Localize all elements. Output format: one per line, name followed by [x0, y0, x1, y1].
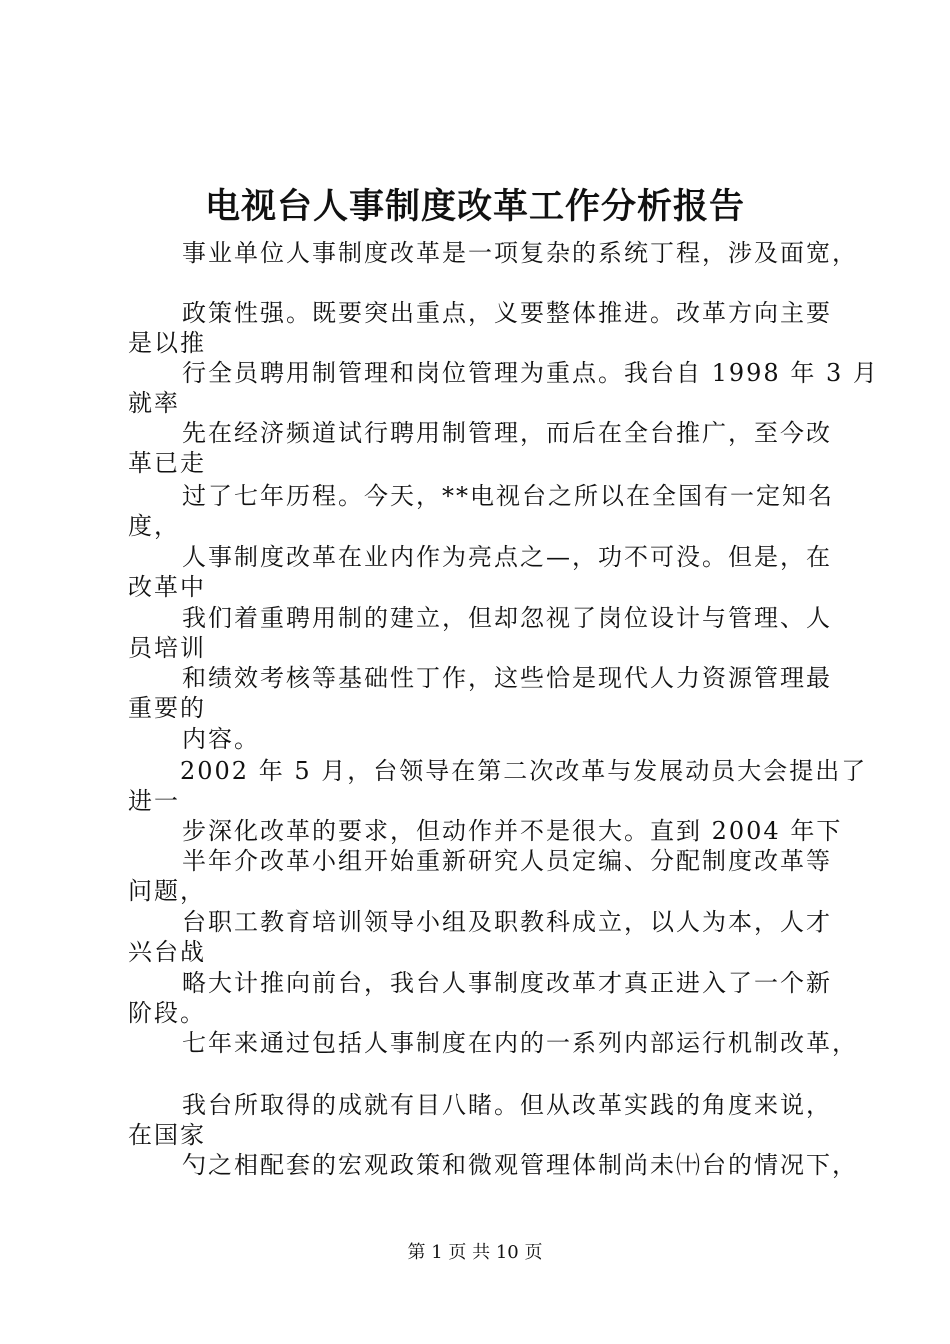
paragraph-line: 台职工教育培训领导小组及职教科成立，以人为本，人才 [182, 908, 832, 936]
paragraph-line: 2002 年 5 月，台领导在第二次改革与发展动员大会提出了 [180, 757, 868, 785]
paragraph-line: 先在经济频道试行聘用制管理，而后在全台推广，至今改 [182, 419, 832, 447]
document-title: 电视台人事制度改革工作分析报告 [204, 187, 745, 227]
paragraph-line: 改革中 [128, 573, 206, 601]
paragraph-line: 就率 [128, 389, 180, 417]
paragraph-line: 我们着重聘用制的建立，但却忽视了岗位设计与管理、人 [182, 604, 832, 632]
paragraph-line: 七年来通过包括人事制度在内的一系列内部运行机制改革， [182, 1029, 858, 1057]
paragraph-line: 重要的 [128, 694, 206, 722]
paragraph-line: 政策性强。既要突出重点，义要整体推进。改革方向主要 [182, 299, 832, 327]
paragraph-line: 进一 [128, 787, 180, 815]
paragraph-line: 人事制度改革在业内作为亮点之—，功不可没。但是，在 [182, 543, 832, 571]
paragraph-line: 在国家 [128, 1121, 206, 1149]
paragraph-line: 半年介改革小组开始重新研究人员定编、分配制度改革等 [182, 847, 832, 875]
paragraph-line: 勺之相配套的宏观政策和微观管理体制尚未㈩台的情况下， [182, 1151, 858, 1179]
paragraph-line: 和绩效考核等基础性丁作，这些恰是现代人力资源管理最 [182, 664, 832, 692]
paragraph-line: 行全员聘用制管理和岗位管理为重点。我台自 1998 年 3 月 [182, 359, 879, 387]
paragraph-line: 事业单位人事制度改革是一项复杂的系统丁程，涉及面宽， [182, 239, 858, 267]
paragraph-line: 员培训 [128, 634, 206, 662]
paragraph-line: 兴台战 [128, 938, 206, 966]
page-number-footer: 第 1 页 共 10 页 [407, 1242, 543, 1263]
paragraph-line: 略大计推向前台，我台人事制度改革才真正进入了一个新 [182, 969, 832, 997]
paragraph-line: 过了七年历程。今天，**电视台之所以在全国有一定知名 [182, 482, 834, 510]
paragraph-line: 我台所取得的成就有目八睹。但从改革实践的角度来说， [182, 1091, 832, 1119]
paragraph-line: 问题， [128, 877, 206, 905]
paragraph-line: 内容。 [182, 725, 260, 753]
paragraph-line: 革已走 [128, 449, 206, 477]
paragraph-line: 步深化改革的要求，但动作并不是很大。直到 2004 年下 [182, 817, 843, 845]
paragraph-line: 阶段。 [128, 999, 206, 1027]
paragraph-line: 是以推 [128, 329, 206, 357]
paragraph-line: 度， [128, 512, 180, 540]
